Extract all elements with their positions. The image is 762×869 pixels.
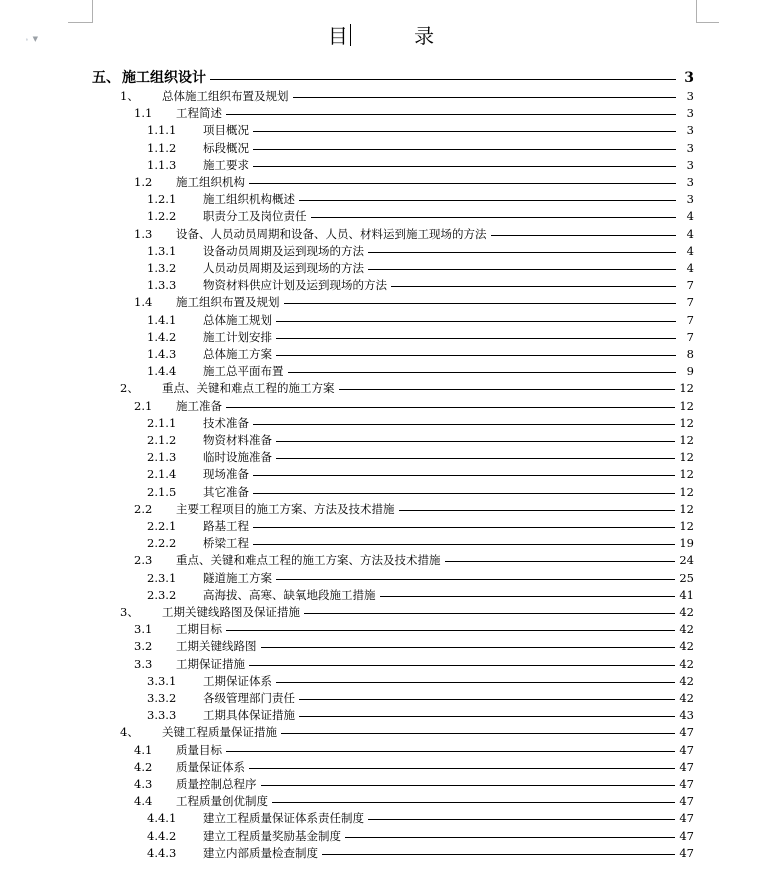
toc-entry-page: 47 xyxy=(679,811,694,826)
toc-entry-label: 重点、关键和难点工程的施工方案、方法及技术措施 xyxy=(176,553,441,568)
toc-entry-page: 42 xyxy=(679,622,694,637)
toc-leader-line xyxy=(253,424,675,425)
toc-entry-page: 3 xyxy=(686,157,694,172)
toc-entry-page: 12 xyxy=(679,484,694,499)
toc-leader-line xyxy=(339,389,676,390)
toc-leader-line xyxy=(399,510,676,511)
toc-entry-number: 3、 xyxy=(120,605,139,619)
toc-entry[interactable] xyxy=(147,260,694,277)
toc-entry-page: 47 xyxy=(679,759,694,774)
toc-entry-number: 1.2.2 xyxy=(147,209,177,224)
toc-entry-page: 3 xyxy=(686,106,694,121)
toc-entry[interactable] xyxy=(147,208,694,225)
toc-entry-number: 2.2.2 xyxy=(147,536,177,551)
toc-entry-number: 1.3.1 xyxy=(147,243,177,258)
toc-entry-page: 19 xyxy=(679,536,694,551)
toc-entry-label: 主要工程项目的施工方案、方法及技术措施 xyxy=(176,501,395,516)
toc-entry-label: 工期目标 xyxy=(176,622,222,637)
toc-entry-page: 12 xyxy=(679,450,694,465)
toc-entry-number: 1.3.2 xyxy=(147,261,177,275)
toc-entry-number: 3.3.2 xyxy=(147,691,177,705)
toc-leader-line xyxy=(368,819,675,820)
toc-entry-number: 2.3.2 xyxy=(147,587,177,602)
toc-entry-label: 质量目标 xyxy=(176,742,222,757)
toc-entry-page: 7 xyxy=(686,312,694,327)
toc-entry[interactable] xyxy=(147,690,694,707)
toc-entry-page: 4 xyxy=(686,209,694,224)
toc-entry[interactable] xyxy=(134,776,694,793)
toc-entry[interactable] xyxy=(120,604,694,621)
toc-entry-label: 临时设施准备 xyxy=(203,450,272,465)
toc-entry[interactable] xyxy=(134,501,694,518)
toc-leader-line xyxy=(272,802,675,803)
toc-entry-number: 2.1.2 xyxy=(147,433,177,447)
toc-entry-label: 工期关键线路图及保证措施 xyxy=(162,605,300,619)
toc-entry[interactable] xyxy=(147,449,694,466)
toc-entry-number: 1.2.1 xyxy=(147,192,177,207)
toc-entry-number: 2、 xyxy=(120,381,139,396)
toc-leader-line xyxy=(276,682,675,683)
toc-entry-label: 施工要求 xyxy=(203,157,249,172)
chevron-down-icon: ▼ xyxy=(32,35,38,43)
toc-entry[interactable] xyxy=(147,432,694,449)
toc-entry-number: 1.1.2 xyxy=(147,140,177,155)
toc-entry-page: 7 xyxy=(686,329,694,344)
toc-leader-line xyxy=(391,286,676,287)
toc-entry[interactable] xyxy=(120,724,694,741)
toc-entry-page: 9 xyxy=(686,364,694,379)
toc-entry-label: 物资材料供应计划及运到现场的方法 xyxy=(203,278,387,293)
toc-entry-number: 2.1.4 xyxy=(147,467,177,482)
toc-entry-number: 1.3.3 xyxy=(147,278,177,293)
toc-entry-label: 施工总平面布置 xyxy=(203,364,284,379)
toc-entry-label: 施工组织设计 xyxy=(122,70,206,86)
toc-entry-label: 项目概况 xyxy=(203,123,249,138)
toc-entry-number: 2.1 xyxy=(134,398,153,413)
toc-entry[interactable] xyxy=(147,363,694,380)
toc-entry-number: 4.2 xyxy=(134,759,153,774)
toc-entry[interactable] xyxy=(134,552,694,569)
toc-entry[interactable] xyxy=(147,277,694,294)
toc-entry-page: 47 xyxy=(679,777,694,791)
toc-leader-line xyxy=(281,733,675,734)
toc-entry-page: 12 xyxy=(679,398,694,413)
toc-entry-number: 3.3.1 xyxy=(147,673,177,688)
toc-entry-label: 建立内部质量检查制度 xyxy=(203,845,318,860)
toc-entry-page: 12 xyxy=(679,519,694,533)
toc-entry-label: 技术准备 xyxy=(203,415,249,430)
toc-entry-label: 工期保证体系 xyxy=(203,673,272,688)
toc-entry-number: 4.4 xyxy=(134,794,153,809)
toc-entry[interactable] xyxy=(147,329,694,346)
page-title: 目 录 xyxy=(327,24,465,48)
toc-entry-label: 路基工程 xyxy=(203,519,249,533)
toc-entry[interactable] xyxy=(134,742,694,759)
toc-entry-number: 1、 xyxy=(120,89,139,103)
toc-entry-number: 1.2 xyxy=(134,175,153,189)
toc-entry-page: 8 xyxy=(686,347,694,361)
toc-leader-line xyxy=(261,785,676,786)
toc-entry-page: 4 xyxy=(686,226,694,241)
toc-entry-page: 25 xyxy=(679,570,694,585)
toc-entry-page: 12 xyxy=(679,415,694,430)
toc-entry[interactable] xyxy=(147,243,694,260)
toc-entry[interactable] xyxy=(147,191,694,208)
toc-entry-number: 1.1.3 xyxy=(147,157,177,172)
toc-entry-label: 人员动员周期及运到现场的方法 xyxy=(203,261,364,275)
toc-entry[interactable] xyxy=(147,157,694,174)
toc-entry-label: 质量控制总程序 xyxy=(176,777,257,791)
toc-entry-number: 4、 xyxy=(120,725,139,740)
toc-entry[interactable] xyxy=(134,226,694,243)
toc-entry-number: 2.1.5 xyxy=(147,484,177,499)
toc-entry-page: 4 xyxy=(686,261,694,275)
toc-leader-line xyxy=(322,854,675,855)
toc-leader-line xyxy=(253,131,676,132)
toc-leader-line xyxy=(253,493,675,494)
toc-entry[interactable] xyxy=(147,140,694,157)
toc-leader-line xyxy=(226,407,675,408)
toc-leader-line xyxy=(288,372,677,373)
toc-entry-page: 3 xyxy=(684,70,694,86)
toc-entry-page: 3 xyxy=(686,175,694,189)
toc-entry[interactable] xyxy=(134,174,694,191)
toc-entry-label: 隧道施工方案 xyxy=(203,570,272,585)
toc-entry-label: 桥梁工程 xyxy=(203,536,249,551)
toc-entry-label: 总体施工规划 xyxy=(203,312,272,327)
toc-leader-line xyxy=(226,630,675,631)
toc-entry[interactable] xyxy=(147,535,694,552)
toc-entry[interactable] xyxy=(120,380,694,397)
toc-entry-page: 7 xyxy=(686,295,694,310)
toc-entry[interactable] xyxy=(134,638,694,655)
toc-entry-label: 重点、关键和难点工程的施工方案 xyxy=(162,381,335,396)
toc-leader-line xyxy=(226,114,676,115)
toc-entry-label: 总体施工组织布置及规划 xyxy=(162,89,289,103)
toc-leader-line xyxy=(380,596,676,597)
toc-entry-label: 总体施工方案 xyxy=(203,347,272,361)
toc-entry-label: 施工计划安排 xyxy=(203,329,272,344)
toc-entry[interactable] xyxy=(134,793,694,810)
toc-leader-line xyxy=(210,79,676,80)
toc-entry-label: 工期保证措施 xyxy=(176,656,245,671)
toc-entry-page: 42 xyxy=(679,656,694,671)
toc-entry[interactable] xyxy=(147,673,694,690)
toc-leader-line xyxy=(293,97,677,98)
toc-entry-label: 施工组织机构概述 xyxy=(203,192,295,207)
toc-leader-line xyxy=(276,579,675,580)
toc-entry-page: 47 xyxy=(679,845,694,860)
toc-leader-line xyxy=(261,647,676,648)
toc-entry-label: 施工准备 xyxy=(176,398,222,413)
toc-entry[interactable] xyxy=(147,312,694,329)
toc-entry-label: 标段概况 xyxy=(203,140,249,155)
toc-entry-label: 各级管理部门责任 xyxy=(203,691,295,705)
toc-entry-label: 高海拔、高寒、缺氧地段施工措施 xyxy=(203,587,376,602)
toc-entry-page: 47 xyxy=(679,725,694,740)
toc-entry-page: 3 xyxy=(686,123,694,138)
toc-entry[interactable] xyxy=(147,484,694,501)
toc-entry-page: 47 xyxy=(679,794,694,809)
toc-leader-line xyxy=(345,837,675,838)
toc-entry-label: 工程简述 xyxy=(176,106,222,121)
toc-entry-page: 3 xyxy=(686,192,694,207)
toc-entry-number: 4.3 xyxy=(134,777,153,791)
toc-leader-line xyxy=(249,768,675,769)
toc-entry-page: 12 xyxy=(679,467,694,482)
toc-entry-page: 41 xyxy=(679,587,694,602)
toc-entry-label: 现场准备 xyxy=(203,467,249,482)
toc-entry[interactable] xyxy=(134,105,694,122)
toc-leader-line xyxy=(368,252,676,253)
toc-entry[interactable] xyxy=(147,707,694,724)
toc-entry[interactable] xyxy=(147,122,694,139)
toc-leader-line xyxy=(304,613,675,614)
toc-leader-line xyxy=(253,527,675,528)
toc-entry-number: 3.3.3 xyxy=(147,708,177,723)
toc-entry-number: 2.1.1 xyxy=(147,415,177,430)
toc-entry[interactable] xyxy=(147,346,694,363)
toc-entry-label: 物资材料准备 xyxy=(203,433,272,447)
toc-entry-label: 施工组织布置及规划 xyxy=(176,295,280,310)
toc-entry-number: 1.4.1 xyxy=(147,312,177,327)
toc-entry-page: 42 xyxy=(679,639,694,654)
toc-entry-page: 47 xyxy=(679,742,694,757)
toc-leader-line xyxy=(253,166,676,167)
toc-entry[interactable] xyxy=(147,570,694,587)
toc-leader-line xyxy=(284,303,677,304)
toc-entry-page: 24 xyxy=(679,553,694,568)
toc-leader-line xyxy=(299,716,675,717)
toc-entry-number: 4.4.1 xyxy=(147,811,177,826)
toc-leader-line xyxy=(276,441,675,442)
toc-entry-number: 1.3 xyxy=(134,226,153,241)
toc-entry-number: 1.4.2 xyxy=(147,329,177,344)
toc-leader-line xyxy=(276,355,676,356)
toc-entry-page: 47 xyxy=(679,828,694,843)
toc-leader-line xyxy=(368,269,676,270)
toc-entry-label: 设备动员周期及运到现场的方法 xyxy=(203,243,364,258)
toc-entry-page: 12 xyxy=(679,381,694,396)
toc-entry-page: 12 xyxy=(679,433,694,447)
toc-entry-number: 1.4.4 xyxy=(147,364,177,379)
toc-leader-line xyxy=(253,149,676,150)
toc-entry-page: 3 xyxy=(686,89,694,103)
toc-entry-number: 3.1 xyxy=(134,622,153,637)
toc-entry-page: 42 xyxy=(679,673,694,688)
toc-entry-number: 3.3 xyxy=(134,656,153,671)
toc-entry-number: 2.2 xyxy=(134,501,153,516)
toc-entry-number: 2.3 xyxy=(134,553,153,568)
toc-entry-label: 工程质量创优制度 xyxy=(176,794,268,809)
toc-entry-label: 职责分工及岗位责任 xyxy=(203,209,307,224)
toc-entry[interactable] xyxy=(147,828,694,845)
toc-entry-label: 质量保证体系 xyxy=(176,759,245,774)
toc-entry-page: 4 xyxy=(686,243,694,258)
toc-leader-line xyxy=(491,235,677,236)
toc-entry-number: 1.4.3 xyxy=(147,347,177,361)
toc-leader-line xyxy=(276,458,675,459)
toc-entry-number: 4.4.3 xyxy=(147,845,177,860)
toc-entry-label: 关键工程质量保证措施 xyxy=(162,725,277,740)
toc-entry-number: 2.3.1 xyxy=(147,570,177,585)
toc-entry-number: 4.4.2 xyxy=(147,828,177,843)
toc-entry[interactable] xyxy=(134,294,694,311)
toc-entry-number: 4.1 xyxy=(134,742,153,757)
toc-leader-line xyxy=(276,338,676,339)
toc-entry-page: 42 xyxy=(679,691,694,705)
toc-entry[interactable] xyxy=(147,845,694,862)
toc-entry-label: 工期关键线路图 xyxy=(176,639,257,654)
toc-entry[interactable] xyxy=(147,415,694,432)
toc-leader-line xyxy=(276,321,676,322)
toc-leader-line xyxy=(226,751,675,752)
toc-leader-line xyxy=(445,561,676,562)
toc-entry-label: 设备、人员动员周期和设备、人员、材料运到施工现场的方法 xyxy=(176,226,487,241)
toc-leader-line xyxy=(299,200,676,201)
toc-entry-page: 12 xyxy=(679,501,694,516)
toc-entry-number: 3.2 xyxy=(134,639,153,654)
toc-entry-label: 建立工程质量保证体系责任制度 xyxy=(203,811,364,826)
toc-entry-number: 2.2.1 xyxy=(147,519,177,533)
toc-entry-page: 3 xyxy=(686,140,694,155)
toc-entry-page: 42 xyxy=(679,605,694,619)
toc-entry-label: 工期具体保证措施 xyxy=(203,708,295,723)
toc-entry-number: 2.1.3 xyxy=(147,450,177,465)
toc-leader-line xyxy=(311,217,677,218)
toc-leader-line xyxy=(253,475,675,476)
toc-leader-line xyxy=(249,183,676,184)
toc-entry[interactable] xyxy=(147,518,694,535)
toc-entry[interactable] xyxy=(134,656,694,673)
toc-entry[interactable] xyxy=(147,466,694,483)
toc-entry-page: 43 xyxy=(679,708,694,723)
toc-entry-label: 建立工程质量奖励基金制度 xyxy=(203,828,341,843)
toc-entry-number: 1.1.1 xyxy=(147,123,177,138)
toc-entry[interactable] xyxy=(134,398,694,415)
toc-entry[interactable] xyxy=(120,88,694,105)
toc-leader-line xyxy=(253,544,675,545)
toc-entry[interactable] xyxy=(147,587,694,604)
toc-entry[interactable] xyxy=(147,810,694,827)
toc-entry-label: 其它准备 xyxy=(203,484,249,499)
toc-entry[interactable] xyxy=(134,759,694,776)
toc-entry-number: 1.1 xyxy=(134,106,153,121)
toc-entry-number: 1.4 xyxy=(134,295,153,310)
toc-leader-line xyxy=(299,699,675,700)
toc-leader-line xyxy=(249,665,675,666)
toc-entry[interactable] xyxy=(134,621,694,638)
toc-entry-number: 五、 xyxy=(92,70,120,86)
toc-entry-label: 施工组织机构 xyxy=(176,175,245,189)
toc-entry-page: 7 xyxy=(686,278,694,293)
toc-entry[interactable] xyxy=(92,68,694,88)
